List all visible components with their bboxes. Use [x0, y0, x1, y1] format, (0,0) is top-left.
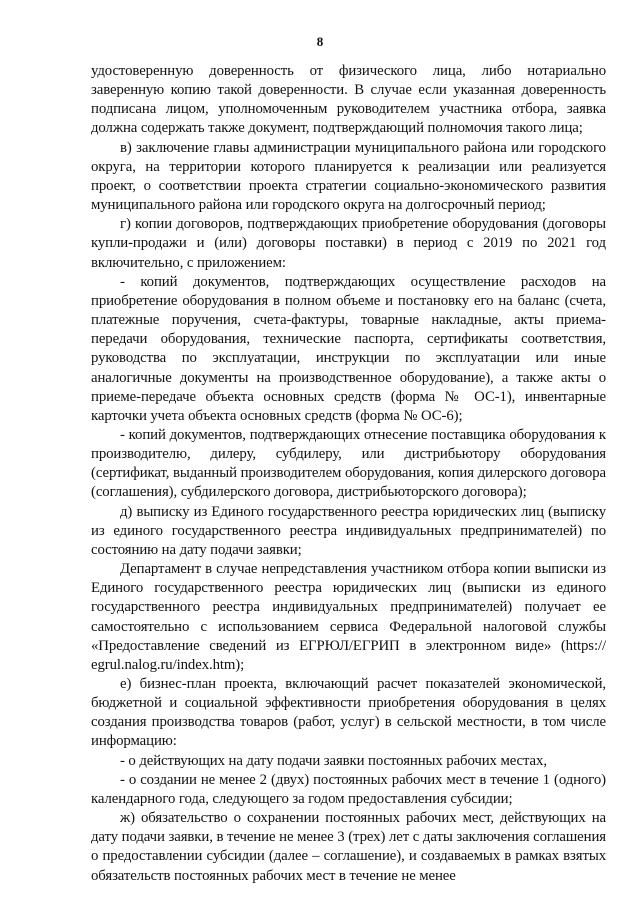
paragraph-item-e-business-plan: е) бизнес-план проекта, включающий расчет показателей экономической, бюджетной и социальной эффективности приобретения оборудования в целях создания производства товаров (работ, услуг) в сельской местности, в том числе информацию: [91, 676, 606, 750]
paragraph-expense-documents: - копий документов, подтверждающих осуществление расходов на приобретение оборудования в полном объеме и постановку его на баланс (счета, платежные поручения, счета-фактуры, товарные накладные, акты приема-передачи оборудования, технические паспорта, сертификаты соответствия, руководства по эксплуатации, инструкции по эксплуатации или иные аналогичные документы на производственное оборудование), а также акты о приеме-передаче объекта основных средств (форма № ОС-1), инвентарные карточки учета объекта основных средств (форма № ОС-6); [91, 273, 606, 424]
paragraph-existing-jobs: - о действующих на дату подачи заявки постоянных рабочих местах, [120, 752, 547, 769]
page-number: 8 [316, 34, 324, 49]
paragraph-item-v-head-conclusion: в) заключение главы администрации муниципального района или городского округа, на территории которого планируется к реализации или реализуется проект, о соответствии проекта стратегии социально-экономического развития муниципального района или городского округа на долгосрочный период; [91, 139, 606, 214]
paragraph-continuation-power-of-attorney: удостоверенную доверенность от физического лица, либо нотариально заверенную копию такой доверенности. В случае если указанная доверенность подписана лицом, уполномоченным руководителем участника отбора, заявка должна содержать также документ, подтверждающий полномочия такого лица; [91, 63, 606, 137]
paragraph-item-zh-job-preservation: ж) обязательство о сохранении постоянных рабочих мест, действующих на дату подачи заявки, в течение не менее 3 (трех) лет с даты заключения соглашения о предоставлении субсидии (далее – соглашение), и создаваемых в рамках взятых обязательств постоянных рабочих мест в течение не менее [91, 810, 606, 884]
paragraph-new-jobs: - о создании не менее 2 (двух) постоянных рабочих мест в течение 1 (одного) календарного года, следующего за годом предоставления субсидии; [91, 771, 606, 807]
paragraph-department-request: Департамент в случае непредставления участником отбора копии выписки из Единого государственного реестра юридических лиц (выписки из единого государственного реестра индивидуальных предпринимателей) получает ее самостоятельно с использованием сервиса Федеральной налоговой службы «Предоставление сведений из ЕГРЮЛ/ЕГРИП в электронном виде» (https:// egrul.nalog.ru/index.htm); [91, 561, 606, 673]
paragraph-item-g-contract-copies: г) копии договоров, подтверждающих приобретение оборудования (договоры купли-продажи и (или) договоры поставки) в период с 2019 по 2021 год включительно, с приложением: [91, 216, 606, 271]
document-body [91, 62, 606, 886]
paragraph-supplier-documents: - копий документов, подтверждающих отнесение поставщика оборудования к производителю, дилеру, субдилеру, или дистрибьютору оборудования (сертификат, выданный производителем оборудования, копия дилерского договора (соглашения), субдилерского договора, дистрибьюторского договора); [91, 426, 606, 501]
paragraph-item-d-registry-extract: д) выписку из Единого государственного реестра юридических лиц (выписку из единого государственного реестра индивидуальных предпринимателей) по состоянию на дату подачи заявки; [91, 503, 606, 558]
